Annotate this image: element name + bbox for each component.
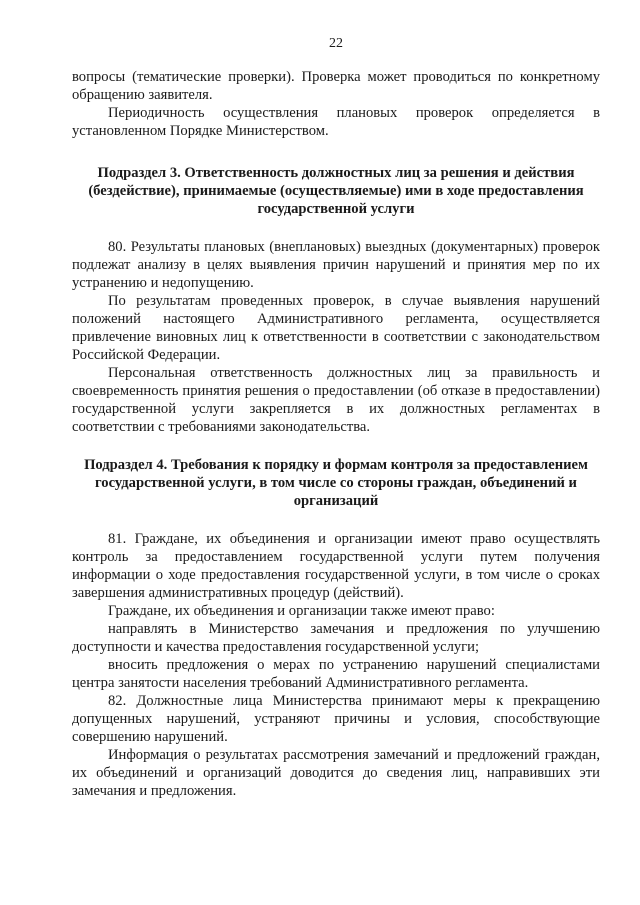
- section-3-paragraph-80: 80. Результаты плановых (внеплановых) выездных (документарных) проверок подлежат анализу в целях выявления причин нарушений и принятия мер по их устранению и недопущению.: [72, 239, 600, 291]
- section-3-paragraph-2: По результатам проведенных проверок, в случае выявления нарушений положений настоящего Административного регламента, осуществляется привлечение виновных лиц к ответственности в соответствии с законодательством Российской Федерации.: [72, 293, 600, 363]
- section-4-heading: Подраздел 4. Требования к порядку и формам контроля за предоставлением государственной услуги, в том числе со стороны граждан, объединений и организаций: [84, 457, 588, 509]
- section-4-paragraph-4: вносить предложения о мерах по устранению нарушений специалистами центра занятости населения требований Административного регламента.: [72, 657, 600, 691]
- section-3-paragraph-3: Персональная ответственность должностных лиц за правильность и своевременность принятия решения о предоставлении (об отказе в предоставлении) государственной услуги закрепляется в их должностных регламентах в соответствии с требованиями законодательства.: [72, 365, 600, 435]
- intro-paragraph-2: Периодичность осуществления плановых проверок определяется в установленном Порядке Министерством.: [72, 105, 600, 139]
- section-4-paragraph-2: Граждане, их объединения и организации также имеют право:: [108, 603, 495, 619]
- page-number: 22: [329, 36, 343, 51]
- intro-paragraph-1: вопросы (тематические проверки). Проверка может проводиться по конкретному обращению заявителя.: [72, 69, 600, 103]
- section-4-paragraph-81: 81. Граждане, их объединения и организации имеют право осуществлять контроль за предоставлением государственной услуги путем получения информации о ходе предоставления государственной услуги, в том числе о сроках завершения административных процедур (действий).: [72, 531, 600, 601]
- section-4-paragraph-6: Информация о результатах рассмотрения замечаний и предложений граждан, их объединений и организаций доводится до сведения лиц, направивших эти замечания и предложения.: [72, 747, 600, 799]
- section-4-paragraph-82: 82. Должностные лица Министерства принимают меры к прекращению допущенных нарушений, устраняют причины и условия, способствующие совершению нарушений.: [72, 693, 600, 745]
- document-page: [72, 36, 600, 800]
- section-4-paragraph-3: направлять в Министерство замечания и предложения по улучшению доступности и качества предоставления государственной услуги;: [72, 621, 600, 655]
- section-3-heading: Подраздел 3. Ответственность должностных лиц за решения и действия (бездействие), принимаемые (осуществляемые) ими в ходе предоставления государственной услуги: [88, 165, 584, 217]
